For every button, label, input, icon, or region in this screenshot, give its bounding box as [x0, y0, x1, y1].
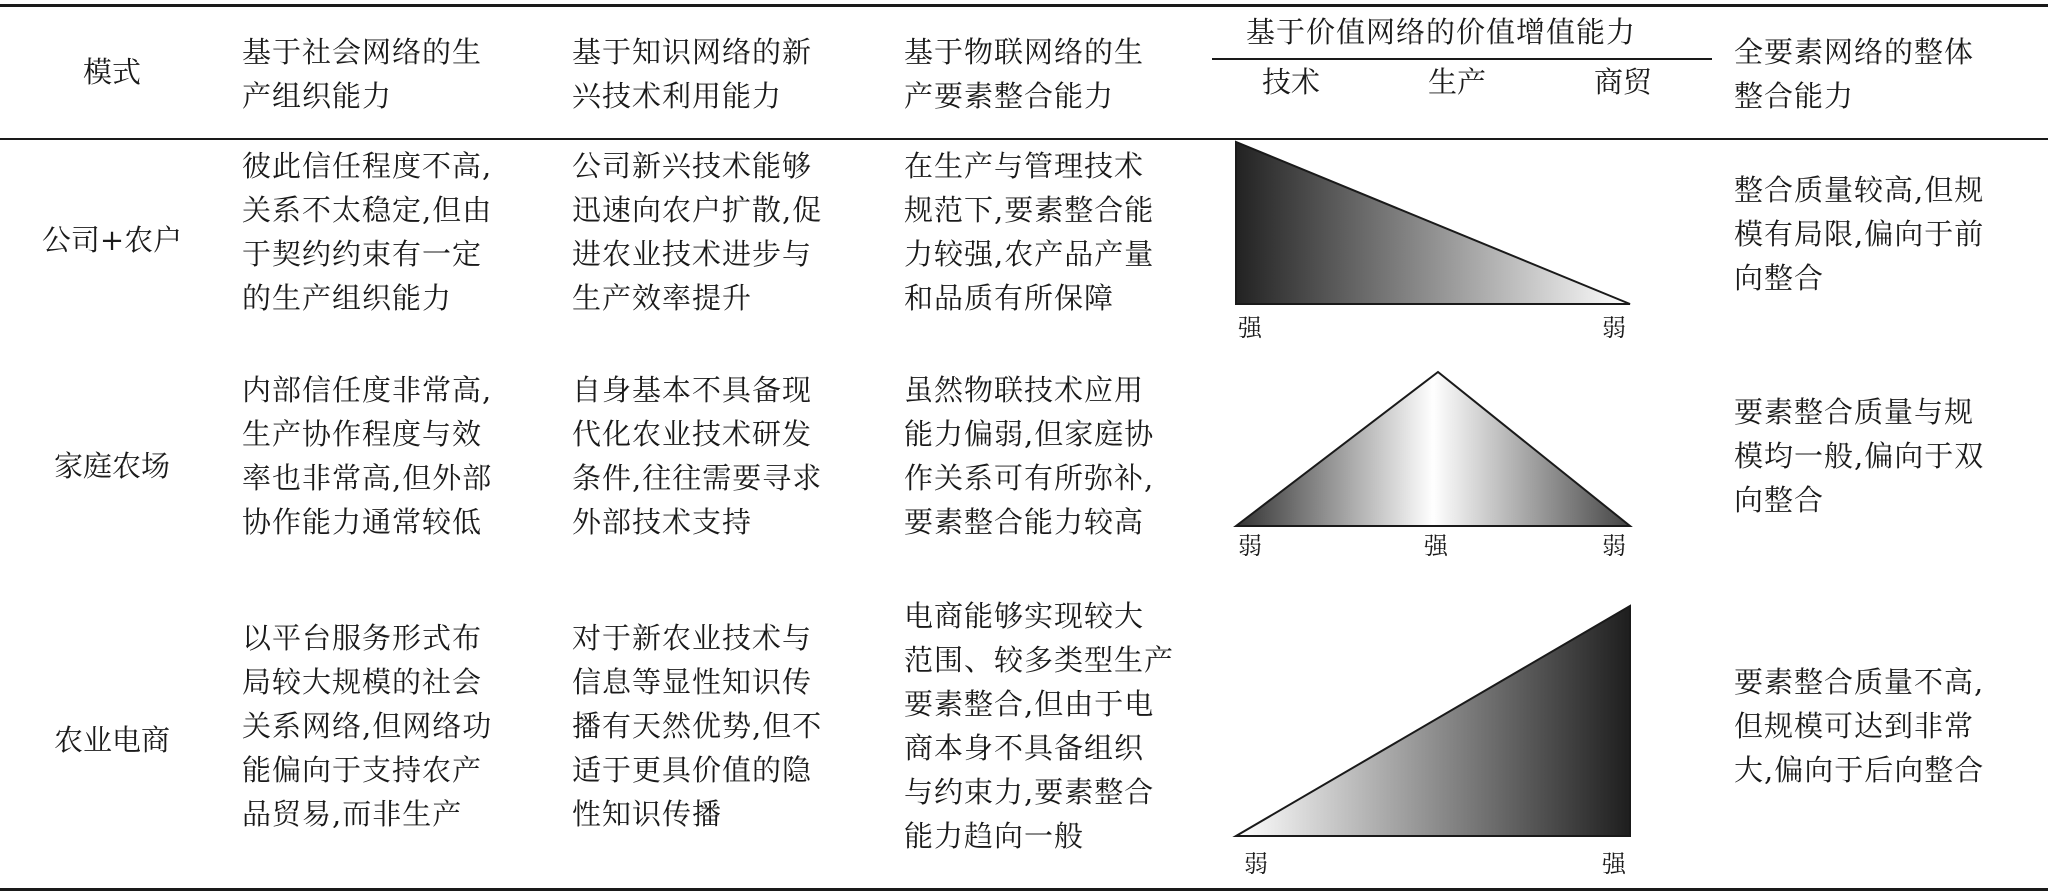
row3-whole: 要素整合质量不高, 但规模可达到非常 大,偏向于后向整合 [1734, 665, 1985, 787]
row3-value-label-left: 弱 [1244, 850, 1268, 878]
row1-value-triangle [1236, 142, 1630, 304]
row1-value-label-right: 弱 [1602, 314, 1626, 342]
header-mode: 模式 [82, 55, 141, 89]
row3-value-label-right: 强 [1602, 850, 1626, 878]
row3-social: 以平台服务形式布 局较大规模的社会 关系网络,但网络功 能偏向于支持农产 品贸易,而非生产 [242, 621, 493, 831]
row2-iot: 虽然物联技术应用 能力偏弱,但家庭协 作关系可有所弥补, 要素整合能力较高 [904, 373, 1155, 539]
row2-value-triangle [1236, 372, 1630, 526]
value-network-diagrams [1218, 140, 1638, 888]
table-bottom-rule [0, 888, 2048, 891]
row1-social: 彼此信任程度不高, 关系不太稳定,但由 于契约约束有一定 的生产组织能力 [242, 149, 493, 315]
header-knowledge: 基于知识网络的新 兴技术利用能力 [572, 35, 813, 113]
header-iot: 基于物联网络的生 产要素整合能力 [904, 35, 1145, 113]
row3-value-triangle [1236, 606, 1630, 836]
row1-iot: 在生产与管理技术 规范下,要素整合能 力较强,农产品产量 和品质有所保障 [904, 149, 1155, 315]
row2-mode: 家庭农场 [53, 449, 170, 483]
row2-knowledge: 自身基本不具备现 代化农业技术研发 条件,往往需要寻求 外部技术支持 [572, 373, 823, 539]
header-value-tech: 技术 [1262, 65, 1321, 99]
row1-knowledge: 公司新兴技术能够 迅速向农户扩散,促 进农业技术进步与 生产效率提升 [572, 149, 823, 315]
row1-mode: 公司+农户 [41, 223, 183, 257]
header-social: 基于社会网络的生 产组织能力 [242, 35, 483, 113]
row2-value-label-right: 弱 [1602, 532, 1626, 560]
row2-whole: 要素整合质量与规 模均一般,偏向于双 向整合 [1734, 395, 1985, 517]
header-value-trade: 商贸 [1594, 65, 1653, 99]
row1-value-label-left: 强 [1238, 314, 1262, 342]
row3-iot: 电商能够实现较大 范围、较多类型生产 要素整合,但由于电 商本身不具备组织 与约束力,要素整合 能力趋向一般 [904, 599, 1175, 853]
row1-whole: 整合质量较高,但规 模有局限,偏向于前 向整合 [1734, 173, 1985, 295]
table-top-rule [0, 4, 2048, 7]
row3-knowledge: 对于新农业技术与 信息等显性知识传 播有天然优势,但不 适于更具价值的隐 性知识传播 [572, 621, 823, 831]
row2-social: 内部信任度非常高, 生产协作程度与效 率也非常高,但外部 协作能力通常较低 [242, 373, 493, 539]
row3-mode: 农业电商 [53, 723, 170, 757]
row2-value-label-left: 弱 [1238, 532, 1262, 560]
header-value-title: 基于价值网络的价值增值能力 [1246, 15, 1637, 49]
row2-value-label-center: 强 [1424, 532, 1448, 560]
header-whole: 全要素网络的整体 整合能力 [1734, 35, 1975, 113]
header-value-production: 生产 [1428, 65, 1487, 99]
table-header-rule [0, 138, 2048, 140]
